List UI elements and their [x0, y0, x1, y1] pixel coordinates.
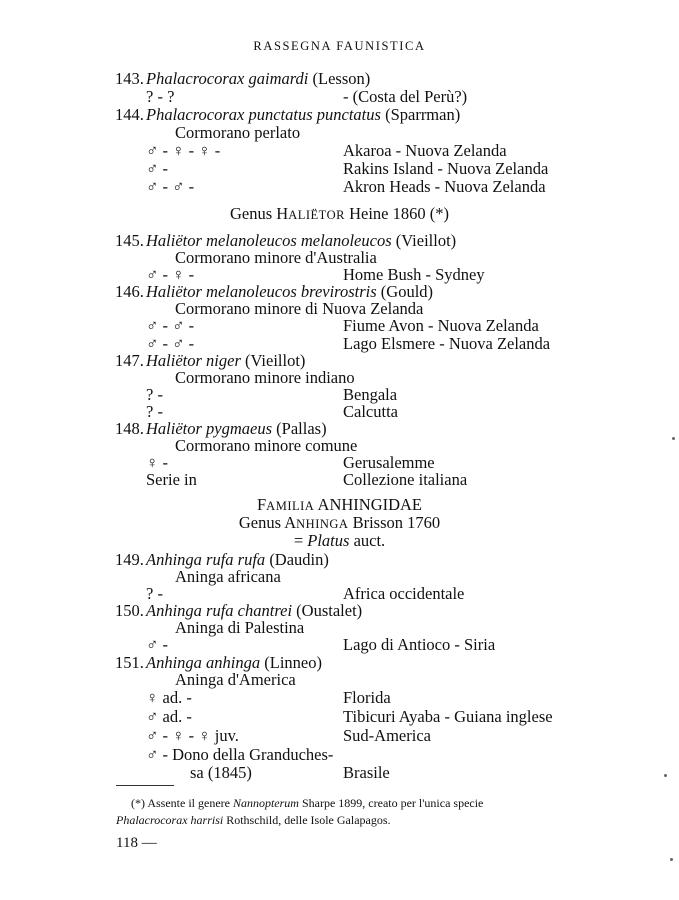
footnote-line: [131, 795, 581, 812]
specimen-sex: ? - ?: [146, 87, 175, 106]
entry-number: 151.: [115, 653, 144, 672]
specimen-sex: ? -: [146, 584, 163, 603]
running-header: RASSEGNA FAUNISTICA: [253, 39, 426, 53]
species-line: [146, 70, 370, 88]
specimen-sex: ♀ ad. -: [146, 688, 192, 707]
species-name: Anhinga rufa chantrei: [146, 601, 293, 620]
common-name: Cormorano minore di Nuova Zelanda: [175, 299, 424, 318]
common-name: Cormorano minore indiano: [175, 368, 355, 387]
scan-speck: [670, 858, 673, 861]
species-name: Haliëtor niger: [146, 351, 241, 370]
entry-number: 150.: [115, 601, 144, 620]
entry-number: 145.: [115, 231, 144, 250]
specimen-locality: Gerusalemme: [343, 453, 435, 472]
specimen-locality: Florida: [343, 688, 391, 707]
species-line: [146, 106, 460, 124]
common-name: Aninga d'America: [175, 670, 296, 689]
species-author: (Sparrman): [385, 105, 461, 124]
specimen-locality: Akaroa - Nuova Zelanda: [343, 141, 507, 160]
footnote-text: Sharpe 1899, creato per l'unica specie: [301, 796, 484, 810]
specimen-sex: ♂ -: [146, 635, 168, 654]
specimen-locality: Home Bush - Sydney: [343, 265, 485, 284]
genus-label: Genus: [238, 513, 282, 532]
genus-label: Genus: [230, 204, 273, 223]
footnote-rule: [116, 785, 174, 786]
species-name: Anhinga rufa rufa: [146, 550, 266, 569]
footnote-genus: Nannopterum: [232, 796, 299, 810]
specimen-locality: Lago di Antioco - Siria: [343, 635, 496, 654]
entry-number: 146.: [115, 282, 144, 301]
specimen-locality: Rakins Island - Nuova Zelanda: [343, 159, 549, 178]
species-name: Phalacrocorax gaimardi: [146, 69, 309, 88]
species-author: (Vieillot): [395, 231, 457, 250]
genus-author: Brisson 1760: [352, 513, 441, 532]
common-name: Cormorano minore d'Australia: [175, 248, 377, 267]
species-author: (Oustalet): [296, 601, 363, 620]
specimen-locality: Africa occidentale: [343, 584, 465, 603]
species-name: Haliëtor melanoleucos brevirostris: [146, 282, 377, 301]
specimen-sex-continued: sa (1845): [190, 763, 252, 782]
genus-smallcaps: ALIËTOR: [288, 208, 345, 222]
family-initial: F: [256, 495, 267, 514]
footnote-text: Rothschild, delle Isole Galapagos.: [226, 813, 391, 827]
synonym-equals: =: [293, 531, 304, 550]
specimen-sex: ♂ - ♂ -: [146, 316, 195, 335]
common-name: Cormorano perlato: [175, 123, 301, 142]
page-number: 118 —: [116, 835, 157, 851]
species-name: Phalacrocorax punctatus punctatus: [146, 105, 381, 124]
genus-smallcaps: NHINGA: [296, 517, 349, 531]
species-author: (Gould): [380, 282, 434, 301]
synonym-name: Platus: [307, 531, 350, 550]
entry-number: 144.: [115, 105, 144, 124]
common-name: Aninga di Palestina: [175, 618, 305, 637]
footnote-species: Phalacrocorax harrisi: [116, 813, 224, 827]
entry-number: 147.: [115, 351, 144, 370]
family-name: ANHINGIDAE: [317, 495, 423, 514]
specimen-locality: Bengala: [343, 385, 398, 404]
species-author: (Lesson): [312, 69, 371, 88]
synonym-line: [0, 532, 679, 550]
specimen-sex: ♂ - ♂ -: [146, 177, 195, 196]
family-smallcaps: AMILIA: [266, 499, 315, 513]
species-author: (Linneo): [264, 653, 322, 672]
specimen-sex: ? -: [146, 385, 163, 404]
specimen-sex: ♂ - ♀ - ♀ juv.: [146, 726, 239, 745]
species-author: (Vieillot): [245, 351, 306, 370]
specimen-sex: Serie in: [146, 470, 197, 489]
scan-speck: [672, 437, 675, 440]
specimen-sex: ♂ - ♀ - ♀ -: [146, 141, 221, 160]
footnote-line: [116, 812, 566, 829]
entry-number: 148.: [115, 419, 144, 438]
common-name: Cormorano minore comune: [175, 436, 358, 455]
specimen-locality: Fiume Avon - Nuova Zelanda: [343, 316, 539, 335]
specimen-sex: ♂ ad. -: [146, 707, 192, 726]
specimen-locality: Sud-America: [343, 726, 431, 745]
common-name: Aninga africana: [175, 567, 281, 586]
genus-initial: H: [276, 204, 289, 223]
specimen-sex: ? -: [146, 402, 163, 421]
specimen-sex: ♀ -: [146, 453, 168, 472]
specimen-locality: Tibicuri Ayaba - Guiana inglese: [343, 707, 553, 726]
specimen-locality: - (Costa del Perù?): [343, 87, 468, 106]
specimen-sex: ♂ - ♀ -: [146, 265, 195, 284]
entry-number: 149.: [115, 550, 144, 569]
family-heading: [0, 496, 679, 515]
scan-speck: [664, 774, 667, 777]
specimen-locality: Akron Heads - Nuova Zelanda: [343, 177, 546, 196]
specimen-locality: Lago Elsmere - Nuova Zelanda: [343, 334, 551, 353]
genus-heading: [0, 205, 679, 224]
specimen-locality: Brasile: [343, 763, 390, 782]
genus-author: Heine 1860 (*): [349, 204, 449, 223]
species-author: (Daudin): [269, 550, 329, 569]
footnote-text: (*) Assente il genere: [131, 796, 230, 810]
species-name: Haliëtor melanoleucos melanoleucos: [146, 231, 392, 250]
genus-initial: A: [284, 513, 297, 532]
specimen-sex: ♂ - ♂ -: [146, 334, 195, 353]
species-name: Haliëtor pygmaeus: [146, 419, 273, 438]
specimen-locality: Calcutta: [343, 402, 398, 421]
entry-number: 143.: [115, 69, 144, 88]
specimen-sex: ♂ -: [146, 159, 168, 178]
synonym-author: auct.: [353, 531, 386, 550]
species-author: (Pallas): [276, 419, 327, 438]
specimen-locality: Collezione italiana: [343, 470, 468, 489]
species-name: Anhinga anhinga: [146, 653, 261, 672]
specimen-sex: ♂ - Dono della Granduches-: [146, 745, 334, 764]
